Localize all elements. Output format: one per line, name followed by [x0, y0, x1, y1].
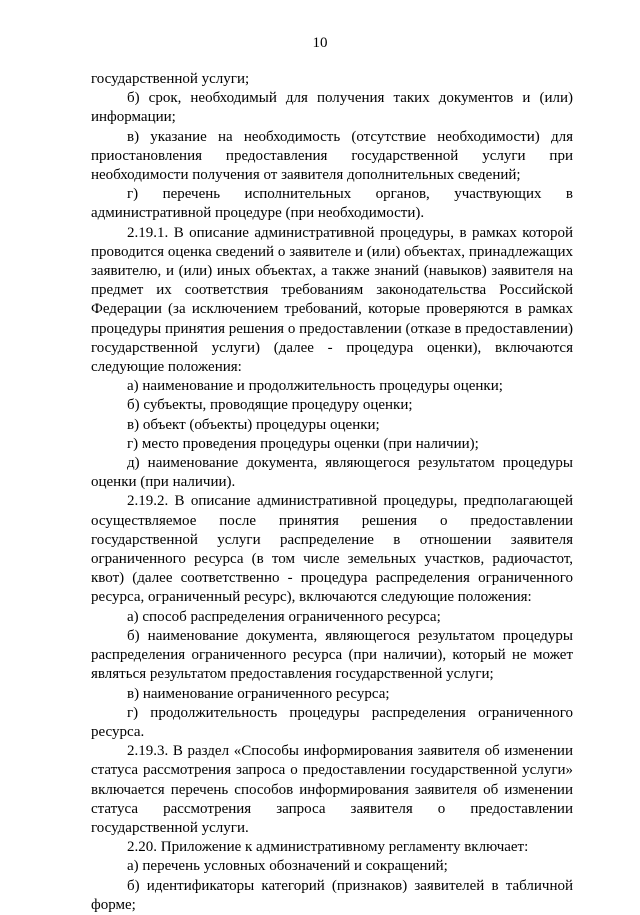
paragraph: а) способ распределения ограниченного ресурса;	[127, 608, 441, 625]
paragraph: б) идентификаторы категорий (признаков) заявителей в табличной форме;	[91, 877, 573, 913]
page-number: 10	[312, 35, 328, 51]
paragraph: а) перечень условных обозначений и сокращений;	[127, 858, 448, 875]
paragraph: б) субъекты, проводящие процедуру оценки;	[127, 397, 413, 414]
paragraph: в) наименование ограниченного ресурса;	[127, 685, 390, 702]
paragraph: 2.19.2. В описание административной процедуры, предполагающей осуществляемое после принятия решения о предоставлении государственной услуги распределение в отношении заявителя ограниченного ресурса (в том числе земельных участков, радиочастот, квот) (далее соответственно - процедура распределения ограниченного ресурса, ограниченный ресурс), включаются следующие положения:	[91, 493, 573, 606]
document-body	[91, 70, 573, 915]
paragraph: 2.19.1. В описание административной процедуры, в рамках которой проводится оценка сведений о заявителе и (или) объектах, принадлежащих заявителю, и (или) иных объектах, а также знаний (навыков) заявителя на предмет их соответствия требованиям законодательства Российской Федерации (за исключением требований, которые проверяются в рамках процедуры принятия решения о предоставлении (отказе в предоставлении) государственной услуги) (далее - процедура оценки), включаются следующие положения:	[91, 224, 573, 376]
paragraph: 2.19.3. В раздел «Способы информирования заявителя об изменении статуса рассмотрения запроса о предоставлении государственной услуги» включается перечень способов информирования заявителя об изменении статуса рассмотрения запроса заявителя о предоставлении государственной услуги.	[91, 743, 573, 836]
paragraph: в) объект (объекты) процедуры оценки;	[127, 416, 380, 433]
paragraph: 2.20. Приложение к административному регламенту включает:	[127, 839, 529, 856]
paragraph: г) продолжительность процедуры распределения ограниченного ресурса.	[91, 704, 573, 740]
paragraph-continuation: государственной услуги;	[91, 71, 250, 87]
paragraph: д) наименование документа, являющегося результатом процедуры оценки (при наличии).	[91, 455, 573, 491]
paragraph: а) наименование и продолжительность процедуры оценки;	[127, 378, 503, 395]
paragraph: г) место проведения процедуры оценки (при наличии);	[127, 435, 479, 452]
paragraph: б) срок, необходимый для получения таких документов и (или) информации;	[91, 90, 573, 126]
paragraph: б) наименование документа, являющегося результатом процедуры распределения ограниченного ресурса (при наличии), который не может являться результатом предоставления государственной услуги;	[91, 627, 573, 683]
paragraph: в) указание на необходимость (отсутствие необходимости) для приостановления предоставления государственной услуги при необходимости получения от заявителя дополнительных сведений;	[91, 128, 573, 184]
paragraph: г) перечень исполнительных органов, участвующих в административной процедуре (при необходимости).	[91, 186, 573, 222]
